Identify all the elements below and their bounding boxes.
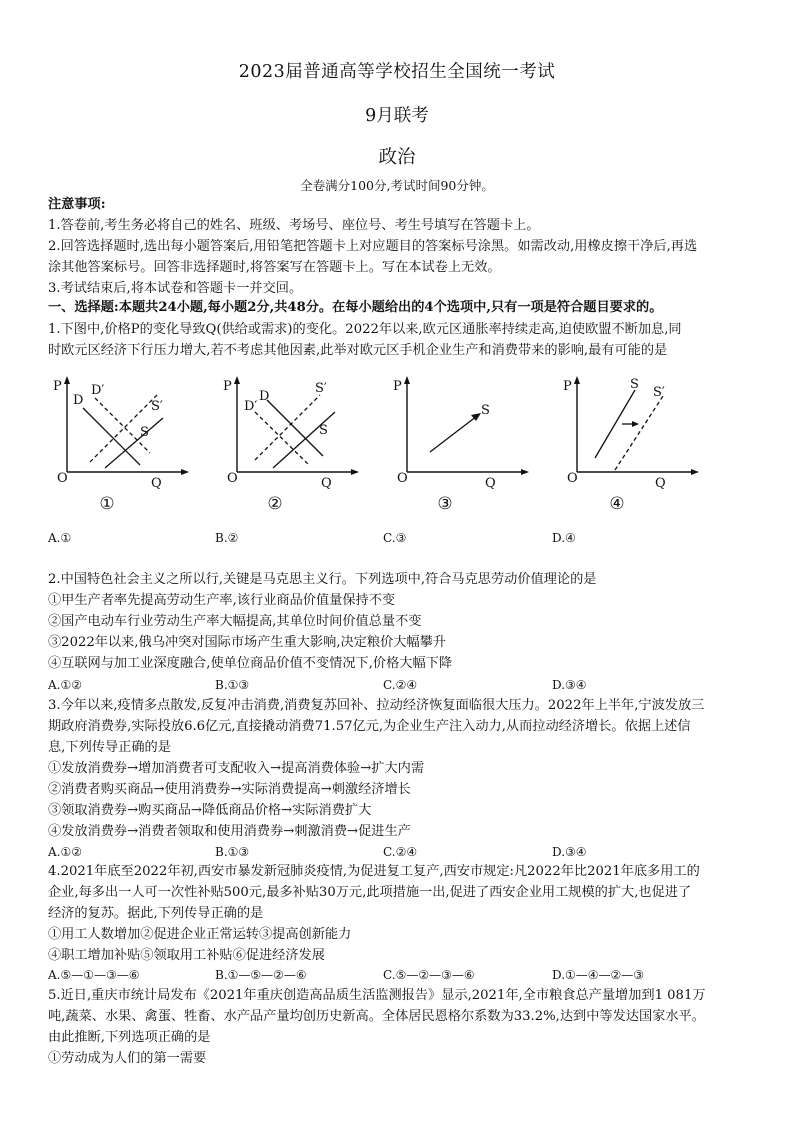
question-4-line: 4.2021年底至2022年初,西安市暴发新冠肺炎疫情,为促进复工复产,西安市规定:凡2022年比2021年底多用工的 <box>48 864 700 879</box>
curve-s-label: S <box>140 425 149 440</box>
q3-option-b: B.①③ <box>215 845 250 859</box>
question-4-line: 企业,每多出一人可一次性补贴500元,最多补贴30万元,此项措施一出,促进了西安企业用工规模的扩大,也促进了 <box>48 885 692 900</box>
origin-label: O <box>227 471 238 486</box>
question-5-choice: ①劳动成为人们的第一需要 <box>48 1051 207 1066</box>
question-3-choice: ④发放消费券→消费者领取和使用消费券→刺激消费→促进生产 <box>48 824 411 839</box>
curve-s-label: S <box>630 377 639 392</box>
curve-s-prime-label: S′ <box>151 399 163 414</box>
axis-q-label: Q <box>485 476 496 491</box>
origin-label: O <box>397 471 408 486</box>
subject-title: 政治 <box>378 147 416 168</box>
q2-option-a: A.①② <box>48 678 82 692</box>
axis-p-label: P <box>563 379 572 394</box>
q2-option-b: B.①③ <box>215 678 250 692</box>
q3-option-d: D.③④ <box>552 845 587 859</box>
q1-option-a: A.① <box>48 531 72 545</box>
q4-option-c: C.⑤—②—③—⑥ <box>383 968 475 982</box>
exam-title: 2023届普通高等学校招生全国统一考试 <box>238 62 556 82</box>
q2-option-c: C.②④ <box>383 678 418 692</box>
notes-line: 涂其他答案标号。回答非选择题时,将答案写在答题卡上。写在本试卷上无效。 <box>48 260 501 275</box>
graph-1-number: ① <box>99 494 115 514</box>
question-5-line: 5.近日,重庆市统计局发布《2021年重庆创造高品质生活监测报告》显示,2021年,全市粮食总产量增加到1 081万 <box>48 988 706 1003</box>
curve-s-prime-label: S′ <box>315 381 327 396</box>
curve-d-prime-label: D′ <box>244 399 258 414</box>
section-heading: 一、选择题:本题共24小题,每小题2分,共48分。在每小题给出的4个选项中,只有一项是符合题目要求的。 <box>48 300 663 315</box>
graph-3-number: ③ <box>437 494 453 514</box>
axis-p-label: P <box>393 379 402 394</box>
curve-s-prime-label: S′ <box>653 385 665 400</box>
question-4-choice: ④职工增加补贴⑤领取用工补贴⑥促进经济发展 <box>48 948 325 963</box>
question-4-line: 经济的复苏。据此,下列传导正确的是 <box>48 906 264 921</box>
curve-d-label: D <box>73 393 84 408</box>
graph-1 <box>45 370 205 510</box>
question-2-choice: ①甲生产者率先提高劳动生产率,该行业商品价值量保持不变 <box>48 593 396 608</box>
graph-2 <box>215 370 375 510</box>
graph-3 <box>385 370 545 510</box>
axis-q-label: Q <box>655 476 666 491</box>
question-5-line: 吨,蔬菜、水果、禽蛋、牲畜、水产品产量均创历史新高。全体居民恩格尔系数为33.2%,达到中等发达国家水平。 <box>48 1009 705 1024</box>
q1-option-b: B.② <box>215 531 239 545</box>
question-1-line: 1.下图中,价格P的变化导致Q(供给或需求)的变化。2022年以来,欧元区通胀率持续走高,迫使欧盟不断加息,同 <box>48 322 682 337</box>
axis-p-label: P <box>223 379 232 394</box>
graph-4-number: ④ <box>609 494 625 514</box>
score-info: 全卷满分100分,考试时间90分钟。 <box>300 178 494 193</box>
origin-label: O <box>57 471 68 486</box>
origin-label: O <box>567 471 578 486</box>
question-3-line: 3.今年以来,疫情多点散发,反复冲击消费,消费复苏回补、拉动经济恢复面临很大压力。2022年上半年,宁波发放三 <box>48 698 705 713</box>
curve-d-prime-label: D′ <box>91 383 105 398</box>
question-2-line: 2.中国特色社会主义之所以行,关键是马克思主义行。下列选项中,符合马克思劳动价值理论的是 <box>48 572 597 587</box>
notes-heading: 注意事项: <box>48 197 106 212</box>
q4-option-b: B.①—⑤—②—⑥ <box>215 968 307 982</box>
q3-option-c: C.②④ <box>383 845 418 859</box>
question-3-choice: ②消费者购买商品→使用消费券→实际消费提高→刺激经济增长 <box>48 782 411 797</box>
exam-subtitle: 9月联考 <box>365 106 429 126</box>
notes-line: 2.回答选择题时,选出每小题答案后,用铅笔把答题卡上对应题目的答案标号涂黑。如需改动,用橡皮擦干净后,再选 <box>48 239 698 254</box>
curve-d-label: D <box>259 389 270 404</box>
notes-line: 3.考试结束后,将本试卷和答题卡一并交回。 <box>48 281 303 296</box>
supply-demand-graph-1 <box>45 370 205 510</box>
graph-2-number: ② <box>267 494 283 514</box>
question-3-line: 息,下列传导正确的是 <box>48 740 171 755</box>
q1-option-d: D.④ <box>552 531 576 545</box>
graph-4 <box>555 370 715 510</box>
question-2-choice: ②国产电动车行业劳动生产率大幅提高,其单位时间价值总量不变 <box>48 614 422 629</box>
question-3-choice: ①发放消费券→增加消费者可支配收入→提高消费体验→扩大内需 <box>48 761 425 776</box>
q4-option-a: A.⑤—①—③—⑥ <box>48 968 140 982</box>
supply-shift-graph-4 <box>555 370 715 510</box>
curve-s-label: S <box>481 403 490 418</box>
question-3-line: 期政府消费券,实际投放6.6亿元,直接撬动消费71.57亿元,为企业生产注入动力,从而拉动经济增长。依据上述信 <box>48 719 691 734</box>
axis-q-label: Q <box>151 476 162 491</box>
curve-s-label: S <box>319 423 328 438</box>
notes-line: 1.答卷前,考生务必将自己的姓名、班级、考场号、座位号、考生号填写在答题卡上。 <box>48 218 540 233</box>
q1-option-c: C.③ <box>383 531 407 545</box>
q3-option-a: A.①② <box>48 845 82 859</box>
question-1-line: 时欧元区经济下行压力增大,若不考虑其他因素,此举对欧元区手机企业生产和消费带来的影响,最有可能的是 <box>48 343 668 358</box>
question-2-choice: ④互联网与加工业深度融合,使单位商品价值不变情况下,价格大幅下降 <box>48 656 453 671</box>
question-3-choice: ③领取消费券→购买商品→降低商品价格→实际消费扩大 <box>48 803 372 818</box>
axis-p-label: P <box>53 379 62 394</box>
axis-q-label: Q <box>321 476 332 491</box>
question-2-choice: ③2022年以来,俄乌冲突对国际市场产生重大影响,决定粮价大幅攀升 <box>48 635 447 650</box>
q4-option-d: D.①—④—②—③ <box>552 968 645 982</box>
supply-demand-graph-2 <box>215 370 375 510</box>
question-4-choice: ①用工人数增加②促进企业正常运转③提高创新能力 <box>48 927 352 942</box>
q2-option-d: D.③④ <box>552 678 587 692</box>
supply-graph-3 <box>385 370 545 510</box>
question-5-line: 由此推断,下列选项正确的是 <box>48 1030 211 1045</box>
